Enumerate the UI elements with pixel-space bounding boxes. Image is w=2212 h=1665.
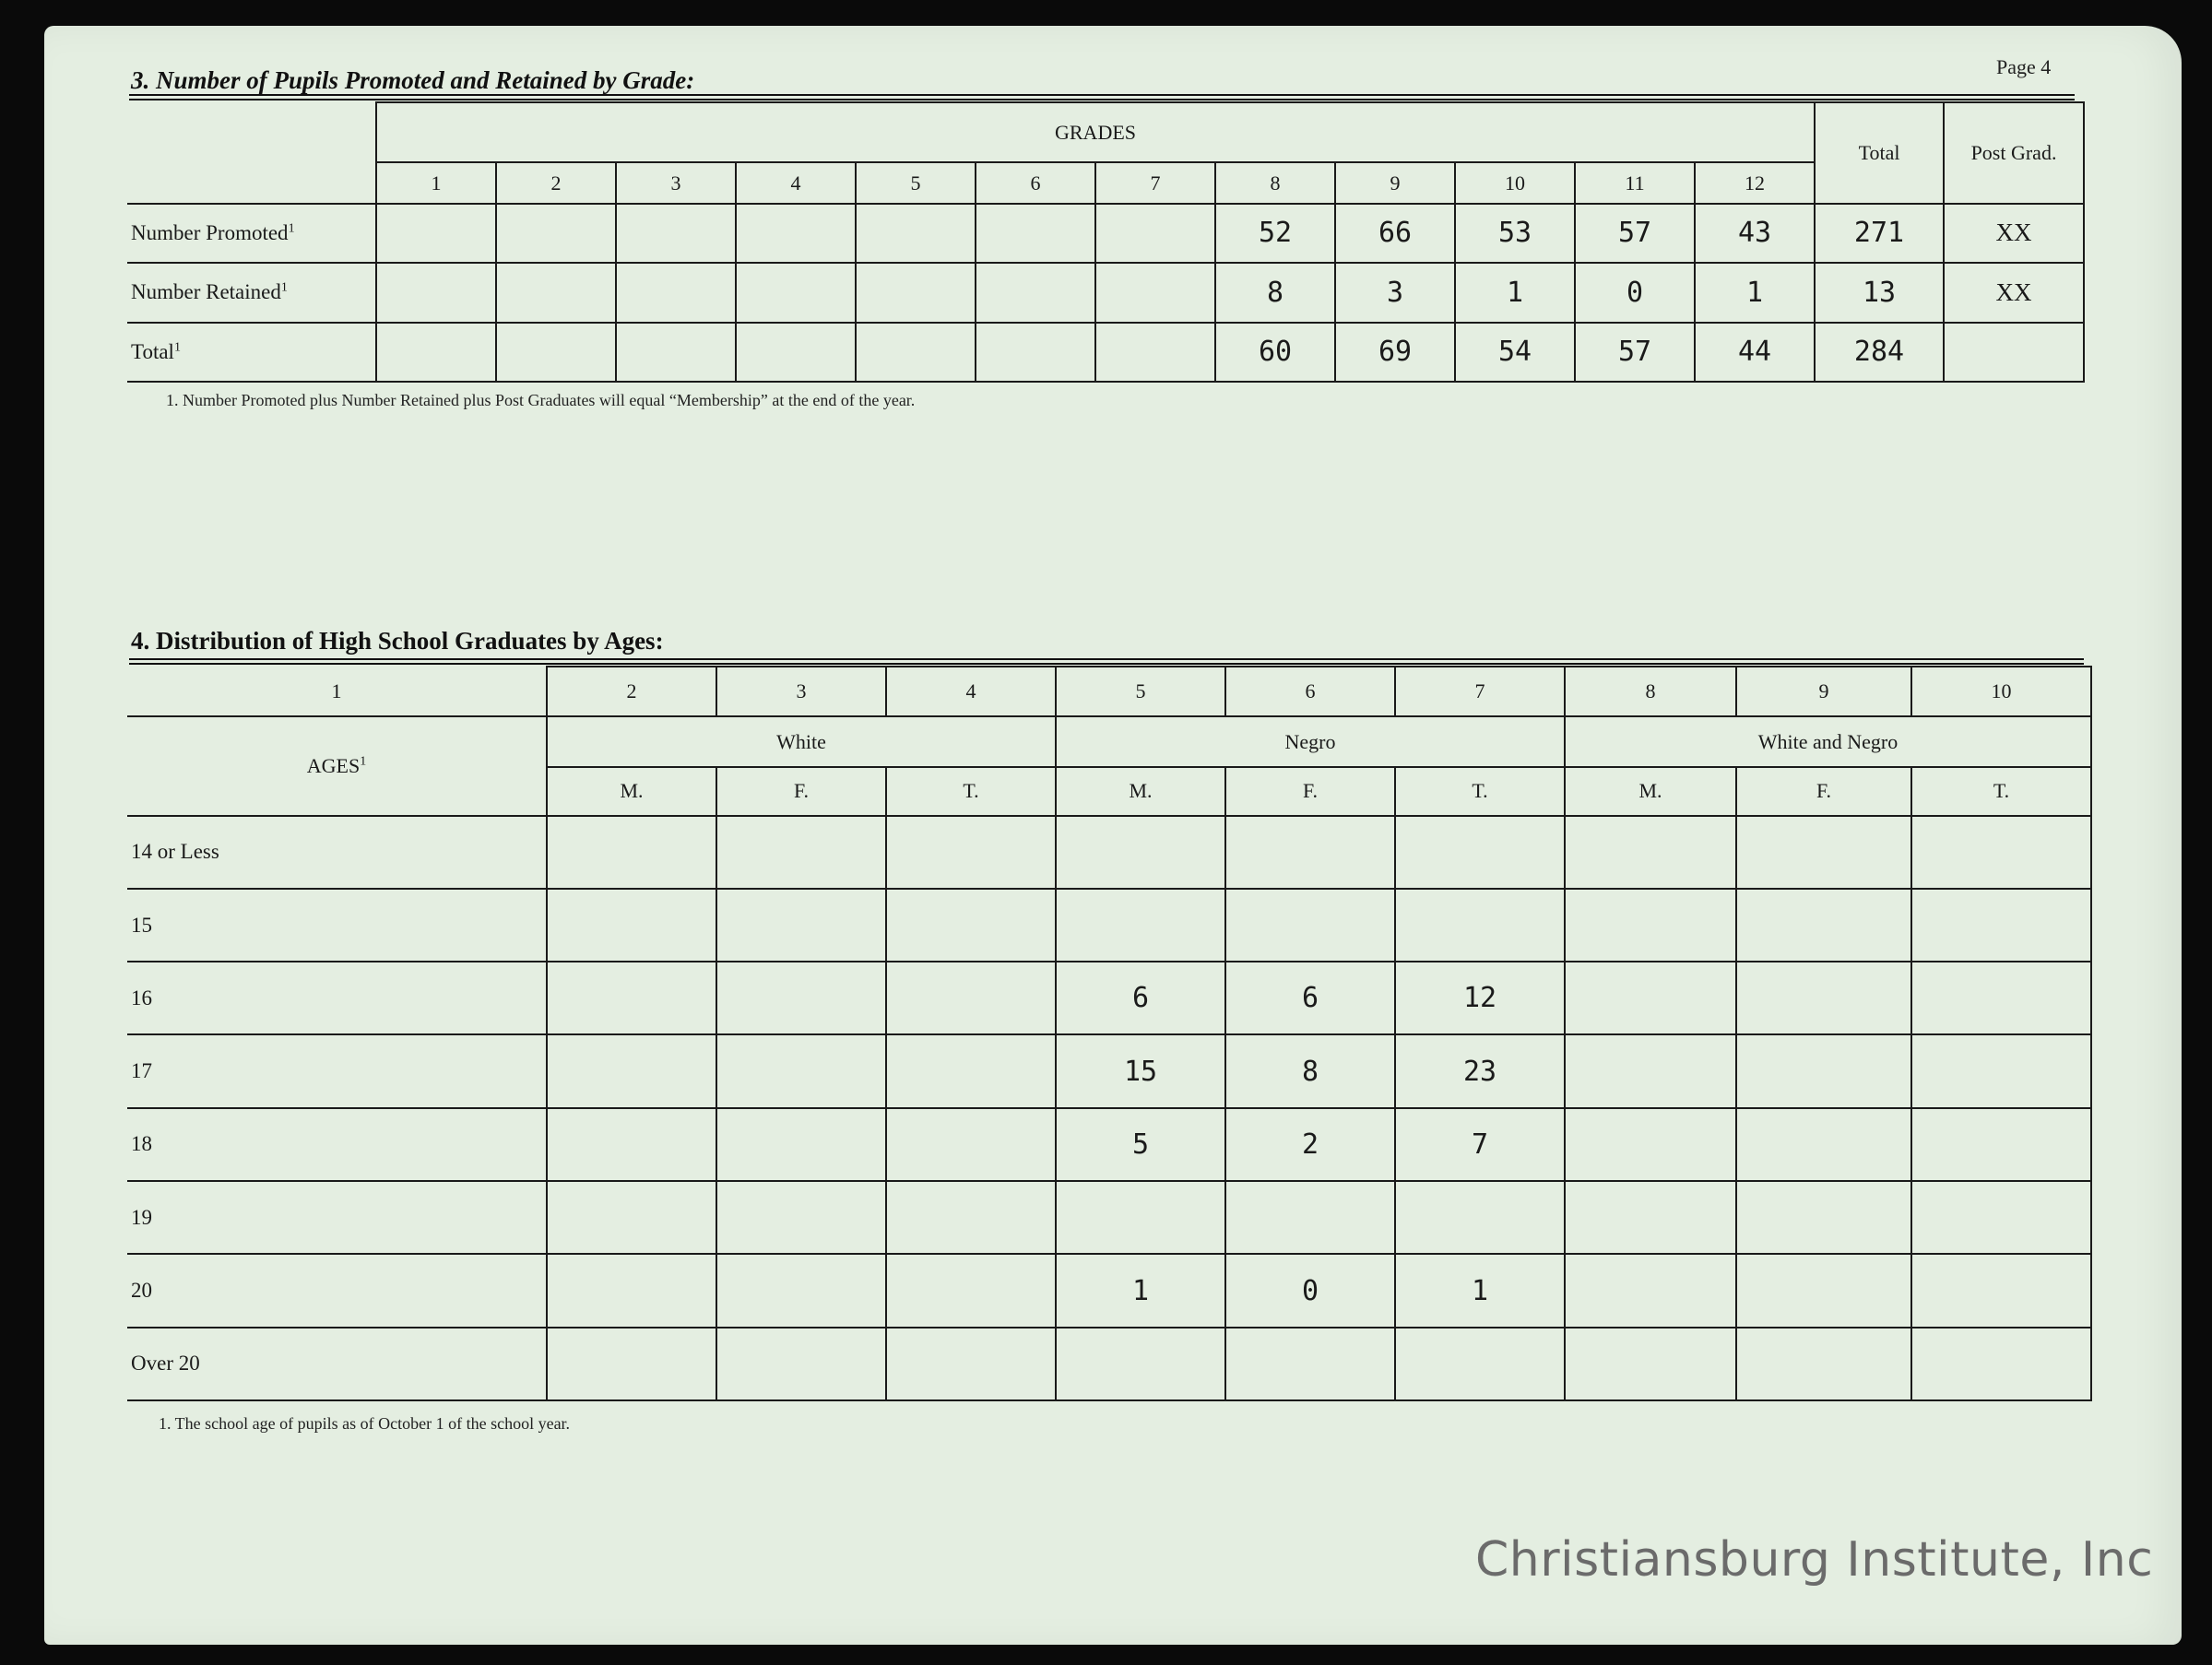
group-header-negro: Negro <box>1056 716 1565 767</box>
count-cell <box>1736 889 1911 962</box>
column-number-9: 9 <box>1736 667 1911 716</box>
count-cell <box>716 889 886 962</box>
sex-header: T. <box>1395 767 1565 815</box>
sex-header: M. <box>547 767 716 815</box>
grade-header-7: 7 <box>1095 162 1215 203</box>
total-cell: 271 <box>1815 204 1944 263</box>
grade-5-cell <box>856 263 976 322</box>
grade-header-9: 9 <box>1335 162 1455 203</box>
count-cell <box>1736 1328 1911 1400</box>
page-number: Page 4 <box>1996 55 2052 78</box>
grade-7-cell <box>1095 204 1215 263</box>
count-cell <box>1395 889 1565 962</box>
sex-header: F. <box>716 767 886 815</box>
grade-header-2: 2 <box>496 162 616 203</box>
age-label: 19 <box>127 1181 547 1254</box>
count-cell <box>716 1254 886 1327</box>
row-label <box>127 263 376 322</box>
grade-header-3: 3 <box>616 162 736 203</box>
post-grad-header: Post Grad. <box>1944 102 2084 204</box>
count-cell: 6 <box>1225 962 1395 1034</box>
count-cell: 5 <box>1056 1108 1225 1181</box>
count-cell <box>1056 889 1225 962</box>
grade-6-cell <box>976 263 1095 322</box>
grade-9-cell: 66 <box>1335 204 1455 263</box>
count-cell <box>547 1328 716 1400</box>
sex-header: F. <box>1736 767 1911 815</box>
age-label: 18 <box>127 1108 547 1181</box>
grade-header-12: 12 <box>1695 162 1815 203</box>
table-row <box>127 889 2091 962</box>
column-number-5: 5 <box>1056 667 1225 716</box>
age-label: 20 <box>127 1254 547 1327</box>
count-cell <box>1565 1034 1736 1107</box>
count-cell: 6 <box>1056 962 1225 1034</box>
grade-10-cell: 53 <box>1455 204 1575 263</box>
row-label-text: Number Promoted <box>131 220 289 244</box>
count-cell <box>716 1108 886 1181</box>
count-cell <box>1056 816 1225 889</box>
section3-footnote: 1. Number Promoted plus Number Retained plus Post Graduates will equal “Membership” at the end of the year. <box>166 391 916 409</box>
table-row <box>127 1108 2091 1181</box>
count-cell: 7 <box>1395 1108 1565 1181</box>
sex-header: M. <box>1565 767 1736 815</box>
count-cell <box>1225 889 1395 962</box>
table-row <box>127 1181 2091 1254</box>
column-number-6: 6 <box>1225 667 1395 716</box>
count-cell <box>886 1108 1056 1181</box>
count-cell <box>1225 1181 1395 1254</box>
column-number-10: 10 <box>1911 667 2091 716</box>
grade-2-cell <box>496 323 616 382</box>
grade-header-10: 10 <box>1455 162 1575 203</box>
total-cell: 13 <box>1815 263 1944 322</box>
sex-header: M. <box>1056 767 1225 815</box>
grade-4-cell <box>736 323 856 382</box>
corner-cell-lower <box>127 162 376 203</box>
count-cell <box>886 962 1056 1034</box>
sex-header: T. <box>886 767 1056 815</box>
table-row <box>127 1034 2091 1107</box>
grade-12-cell: 43 <box>1695 204 1815 263</box>
grade-header-4: 4 <box>736 162 856 203</box>
count-cell <box>1565 816 1736 889</box>
grade-12-cell: 1 <box>1695 263 1815 322</box>
watermark: Christiansburg Institute, Inc <box>1475 1532 2154 1588</box>
count-cell: 1 <box>1395 1254 1565 1327</box>
count-cell <box>1911 1328 2091 1400</box>
count-cell: 0 <box>1225 1254 1395 1327</box>
column-number-7: 7 <box>1395 667 1565 716</box>
count-cell <box>1911 1181 2091 1254</box>
post-grad-cell: XX <box>1944 263 2084 322</box>
count-cell <box>547 1181 716 1254</box>
count-cell <box>547 816 716 889</box>
graduates-by-age-table <box>127 666 2092 1401</box>
count-cell <box>1911 962 2091 1034</box>
grade-11-cell: 57 <box>1575 323 1695 382</box>
grade-3-cell <box>616 263 736 322</box>
grade-11-cell: 57 <box>1575 204 1695 263</box>
count-cell <box>1565 1181 1736 1254</box>
count-cell <box>1395 1328 1565 1400</box>
count-cell: 2 <box>1225 1108 1395 1181</box>
grade-8-cell: 60 <box>1215 323 1335 382</box>
table-row <box>127 962 2091 1034</box>
row-label <box>127 323 376 382</box>
column-number-8: 8 <box>1565 667 1736 716</box>
count-cell <box>886 816 1056 889</box>
count-cell <box>1911 1108 2091 1181</box>
ages-header <box>127 716 547 815</box>
group-header-white: White <box>547 716 1056 767</box>
age-label: 17 <box>127 1034 547 1107</box>
grade-3-cell <box>616 323 736 382</box>
count-cell <box>1736 1254 1911 1327</box>
section3-double-rule <box>129 94 2075 100</box>
footnote-marker: 1 <box>173 340 181 355</box>
corner-cell <box>127 102 376 162</box>
grade-5-cell <box>856 323 976 382</box>
count-cell <box>1565 889 1736 962</box>
age-label: 15 <box>127 889 547 962</box>
sex-header: F. <box>1225 767 1395 815</box>
count-cell: 12 <box>1395 962 1565 1034</box>
count-cell <box>547 1034 716 1107</box>
count-cell <box>716 1034 886 1107</box>
count-cell <box>547 1108 716 1181</box>
grade-9-cell: 3 <box>1335 263 1455 322</box>
count-cell <box>1736 1034 1911 1107</box>
column-number-4: 4 <box>886 667 1056 716</box>
count-cell <box>886 1328 1056 1400</box>
grade-7-cell <box>1095 323 1215 382</box>
row-label-text: Number Retained <box>131 280 281 304</box>
grade-header-8: 8 <box>1215 162 1335 203</box>
grade-8-cell: 52 <box>1215 204 1335 263</box>
row-label <box>127 204 376 263</box>
count-cell <box>1736 962 1911 1034</box>
count-cell: 23 <box>1395 1034 1565 1107</box>
count-cell <box>1565 1328 1736 1400</box>
count-cell <box>886 1181 1056 1254</box>
table-row <box>127 1328 2091 1400</box>
footnote-marker: 1 <box>280 280 288 295</box>
count-cell <box>547 962 716 1034</box>
count-cell <box>1056 1181 1225 1254</box>
sex-header: T. <box>1911 767 2091 815</box>
grade-6-cell <box>976 323 1095 382</box>
count-cell <box>716 962 886 1034</box>
group-header-white-and-negro: White and Negro <box>1565 716 2091 767</box>
age-label: 14 or Less <box>127 816 547 889</box>
count-cell <box>1395 816 1565 889</box>
count-cell <box>1736 1181 1911 1254</box>
grade-4-cell <box>736 263 856 322</box>
grade-9-cell: 69 <box>1335 323 1455 382</box>
grade-10-cell: 1 <box>1455 263 1575 322</box>
post-grad-cell: XX <box>1944 204 2084 263</box>
ages-header-text: AGES <box>306 753 361 777</box>
grade-1-cell <box>376 204 496 263</box>
count-cell <box>1736 1108 1911 1181</box>
grade-header-6: 6 <box>976 162 1095 203</box>
grade-header-11: 11 <box>1575 162 1695 203</box>
grade-12-cell: 44 <box>1695 323 1815 382</box>
table-row <box>127 204 2084 263</box>
count-cell <box>547 1254 716 1327</box>
grade-header-5: 5 <box>856 162 976 203</box>
count-cell <box>1565 1254 1736 1327</box>
grade-2-cell <box>496 263 616 322</box>
age-label: Over 20 <box>127 1328 547 1400</box>
table-row <box>127 816 2091 889</box>
section3-title: 3. Number of Pupils Promoted and Retained by Grade: <box>131 66 695 94</box>
grade-6-cell <box>976 204 1095 263</box>
count-cell <box>1565 1108 1736 1181</box>
total-cell: 284 <box>1815 323 1944 382</box>
count-cell <box>1225 816 1395 889</box>
column-number-2: 2 <box>547 667 716 716</box>
count-cell <box>1395 1181 1565 1254</box>
grade-7-cell <box>1095 263 1215 322</box>
footnote-marker: 1 <box>288 221 295 236</box>
grade-4-cell <box>736 204 856 263</box>
grade-1-cell <box>376 263 496 322</box>
count-cell: 1 <box>1056 1254 1225 1327</box>
total-header: Total <box>1815 102 1944 204</box>
column-number-1: 1 <box>127 667 547 716</box>
grade-1-cell <box>376 323 496 382</box>
count-cell <box>716 1181 886 1254</box>
grade-header-1: 1 <box>376 162 496 203</box>
footnote-marker: 1 <box>360 754 367 769</box>
post-grad-cell <box>1944 323 2084 382</box>
promoted-retained-table <box>127 101 2085 383</box>
grade-8-cell: 8 <box>1215 263 1335 322</box>
table-row <box>127 263 2084 322</box>
count-cell <box>886 1034 1056 1107</box>
grade-2-cell <box>496 204 616 263</box>
section4-title: 4. Distribution of High School Graduates by Ages: <box>131 627 664 655</box>
grade-5-cell <box>856 204 976 263</box>
section4-double-rule <box>129 658 2084 665</box>
count-cell <box>547 889 716 962</box>
grade-3-cell <box>616 204 736 263</box>
grade-11-cell: 0 <box>1575 263 1695 322</box>
count-cell: 15 <box>1056 1034 1225 1107</box>
count-cell <box>716 1328 886 1400</box>
count-cell: 8 <box>1225 1034 1395 1107</box>
column-number-3: 3 <box>716 667 886 716</box>
count-cell <box>886 1254 1056 1327</box>
count-cell <box>1911 1034 2091 1107</box>
count-cell <box>1911 816 2091 889</box>
count-cell <box>1225 1328 1395 1400</box>
table-row <box>127 323 2084 382</box>
age-label: 16 <box>127 962 547 1034</box>
count-cell <box>1565 962 1736 1034</box>
grade-10-cell: 54 <box>1455 323 1575 382</box>
section4-footnote: 1. The school age of pupils as of October 1 of the school year. <box>159 1414 571 1433</box>
grades-header: GRADES <box>376 102 1815 162</box>
count-cell <box>886 889 1056 962</box>
count-cell <box>716 816 886 889</box>
row-label-text: Total <box>131 339 174 363</box>
table-row <box>127 1254 2091 1327</box>
count-cell <box>1736 816 1911 889</box>
count-cell <box>1056 1328 1225 1400</box>
count-cell <box>1911 1254 2091 1327</box>
count-cell <box>1911 889 2091 962</box>
